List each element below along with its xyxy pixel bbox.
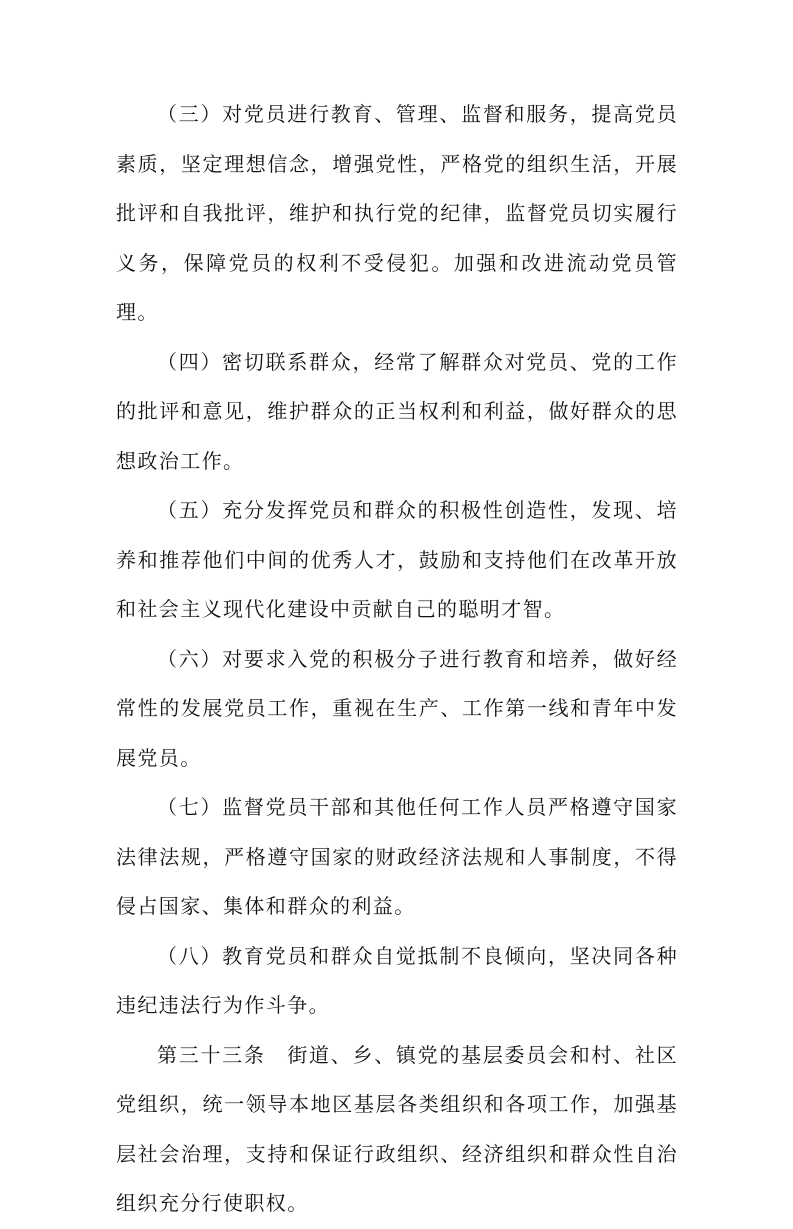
paragraph-item-3: （三）对党员进行教育、管理、监督和服务，提高党员素质，坚定理想信念，增强党性，严格党的组织生活，开展批评和自我批评，维护和执行党的纪律，监督党员切实履行义务，保障党员的权利不受侵犯。加强和改进流动党员管理。 — [116, 102, 678, 324]
paragraph-item-8: （八）教育党员和群众自觉抵制不良倾向，坚决同各种违纪违法行为作斗争。 — [116, 943, 678, 1017]
paragraph-item-4: （四）密切联系群众，经常了解群众对党员、党的工作的批评和意见，维护群众的正当权利和利益，做好群众的思想政治工作。 — [116, 349, 678, 473]
document-body — [116, 90, 678, 1229]
paragraph-article-33: 第三十三条 街道、乡、镇党的基层委员会和村、社区党组织，统一领导本地区基层各类组织和各项工作，加强基层社会治理，支持和保证行政组织、经济组织和群众性自治组织充分行使职权。 — [116, 1042, 678, 1215]
paragraph-item-7: （七）监督党员干部和其他任何工作人员严格遵守国家法律法规，严格遵守国家的财政经济法规和人事制度，不得侵占国家、集体和群众的利益。 — [116, 795, 678, 918]
paragraph-item-6: （六）对要求入党的积极分子进行教育和培养，做好经常性的发展党员工作，重视在生产、工作第一线和青年中发展党员。 — [116, 646, 678, 770]
paragraph-item-5: （五）充分发挥党员和群众的积极性创造性，发现、培养和推荐他们中间的优秀人才，鼓励和支持他们在改革开放和社会主义现代化建设中贡献自己的聪明才智。 — [116, 498, 678, 621]
